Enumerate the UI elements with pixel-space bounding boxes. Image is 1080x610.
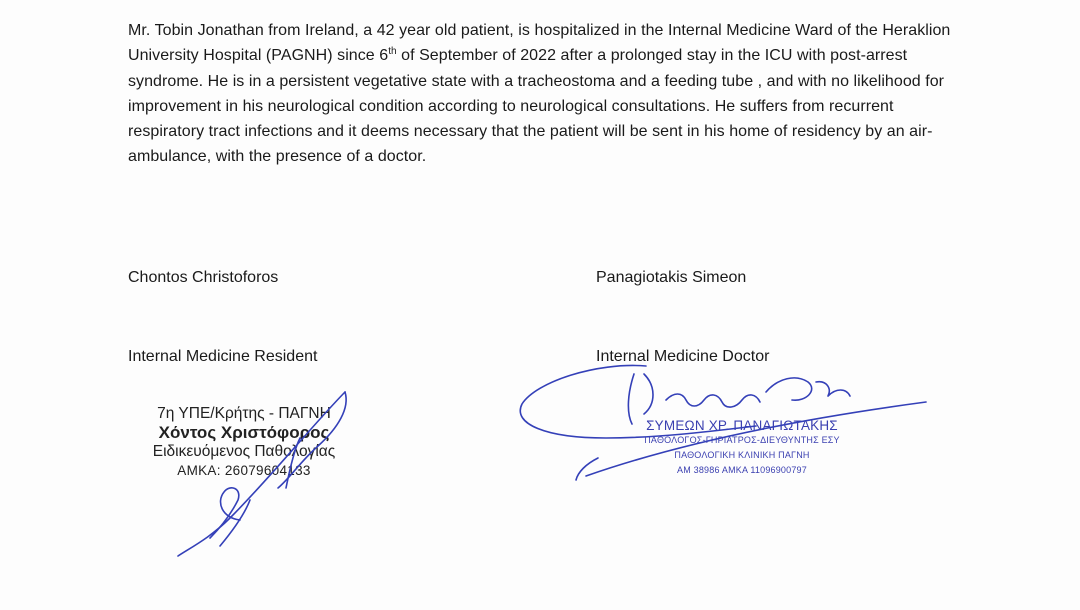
stamp-right-line1: ΣΥΜΕΩΝ ΧΡ. ΠΑΝΑΓΙΩΤΑΚΗΣ — [646, 418, 838, 433]
stamp-right-line3: ΠΑΘΟΛΟΓΙΚΗ ΚΛΙΝΙΚΗ ΠΑΓΝΗ — [674, 450, 810, 460]
letter-text-part2: of September of 2022 after a prolonged stay in the ICU with post-arrest syndrome. He is in a persistent vegetative state with a tracheostoma and a feeding tube , and with no likelihood for improvement in his neurological condition according to neurological consultations. He suffers from recurrent respiratory tract infections and it deems necessary that the patient will be sent in his home of residency by an air-ambulance, with the presence of a doctor. — [128, 47, 945, 166]
stamp-left-line2: Χόντος Χριστόφορος — [158, 423, 330, 442]
stamp-right-line2: ΠΑΘΟΛΟΓΟΣ-ΓΗΡΙΑΤΡΟΣ-ΔΙΕΥΘΥΝΤΗΣ ΕΣΥ — [644, 435, 840, 445]
stamp-left-line3: Ειδικευόμενος Παθολογίας — [152, 443, 336, 460]
signatory-left-name: Chontos Christoforos — [128, 269, 279, 286]
stamp-right-line4: ΑΜ 38986 ΑΜΚΑ 11096900797 — [677, 465, 807, 475]
signatory-left-role: Internal Medicine Resident — [128, 348, 318, 365]
letter-text-part1: Mr. Tobin Jonathan from Ireland, a 42 year old patient, is hospitalized in the Internal Medicine Ward of the Heraklion University Hospital (PAGNH) since 6 — [128, 22, 951, 65]
ordinal-suffix: th — [388, 46, 397, 58]
signature-right — [516, 352, 936, 492]
signatory-right-name: Panagiotakis Simeon — [596, 269, 747, 286]
signatory-right-role: Internal Medicine Doctor — [596, 348, 770, 365]
letter-paragraph — [128, 18, 958, 170]
stamp-left-line1: 7η ΥΠΕ/Κρήτης - ΠΑΓΝΗ — [157, 405, 331, 422]
stamp-left-line4: ΑΜΚΑ: 26079604133 — [177, 463, 311, 478]
signature-left — [150, 388, 380, 568]
letter-body — [128, 18, 958, 170]
